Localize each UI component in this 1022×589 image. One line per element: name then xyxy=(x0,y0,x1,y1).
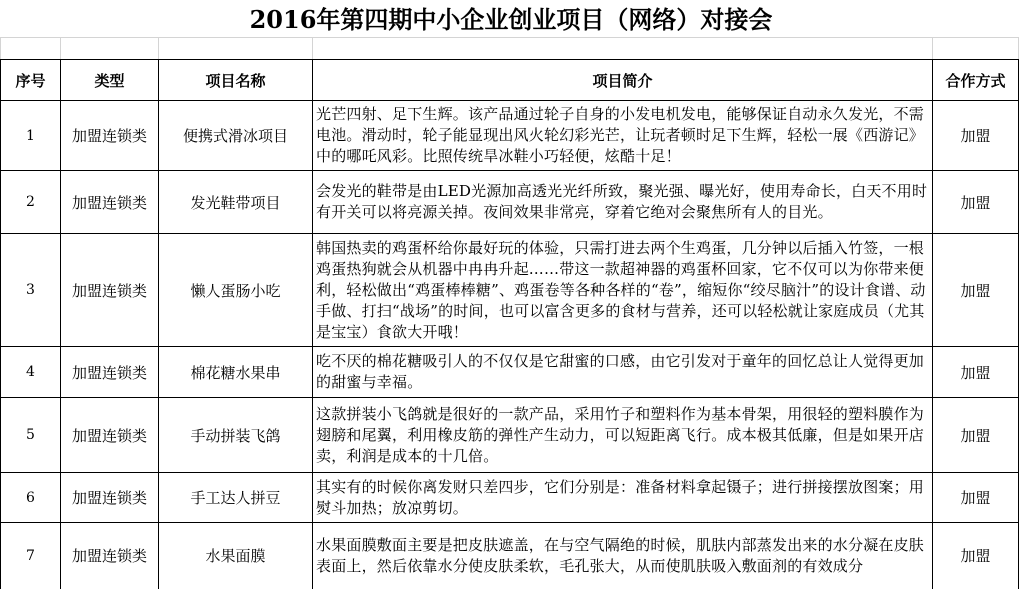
row-index[interactable]: 6 xyxy=(1,473,61,523)
row-intro[interactable]: 水果面膜敷面主要是把皮肤遮盖，在与空气隔绝的时候，肌肤内部蒸发出来的水分凝在皮肤表面上，然后依靠水分使皮肤柔软，毛孔张大，从而使肌肤吸入敷面剂的有效成分 xyxy=(313,523,933,589)
blank-row xyxy=(1,38,1019,60)
row-coop[interactable]: 加盟 xyxy=(933,101,1019,171)
cell[interactable] xyxy=(933,38,1019,60)
row-coop[interactable]: 加盟 xyxy=(933,234,1019,347)
row-name[interactable]: 水果面膜 xyxy=(159,523,313,589)
row-intro[interactable]: 韩国热卖的鸡蛋杯给你最好玩的体验，只需打进去两个生鸡蛋，几分钟以后插入竹签，一根鸡蛋热狗就会从机器中冉冉升起……带这一款超神器的鸡蛋杯回家，它不仅可以为你带来便利，轻松做出“鸡蛋棒棒糖”、鸡蛋卷等各种各样的“卷”，缩短你“绞尽脑汁”的设计食谱、动手做、打扫“战场”的时间，也可以富含更多的食材与营养，还可以轻松就让家庭成员（尤其是宝宝）食欲大开哦！ xyxy=(313,234,933,347)
cell[interactable] xyxy=(159,38,313,60)
table-row xyxy=(1,523,1019,589)
row-intro[interactable]: 吃不厌的棉花糖吸引人的不仅仅是它甜蜜的口感，由它引发对于童年的回忆总让人觉得更加的甜蜜与幸福。 xyxy=(313,347,933,398)
header-coop[interactable]: 合作方式 xyxy=(933,60,1019,101)
row-index[interactable]: 7 xyxy=(1,523,61,589)
row-name[interactable]: 棉花糖水果串 xyxy=(159,347,313,398)
row-coop[interactable]: 加盟 xyxy=(933,347,1019,398)
header-name[interactable]: 项目名称 xyxy=(159,60,313,101)
row-type[interactable]: 加盟连锁类 xyxy=(61,523,159,589)
header-index[interactable]: 序号 xyxy=(1,60,61,101)
row-index[interactable]: 1 xyxy=(1,101,61,171)
row-name[interactable]: 便携式滑冰项目 xyxy=(159,101,313,171)
sheet-title: 2016年第四期中小企业创业项目（网络）对接会 xyxy=(249,5,773,34)
row-intro[interactable]: 会发光的鞋带是由LED光源加高透光光纤所致，聚光强、曝光好，使用寿命长，白天不用时有开关可以将亮源关掉。夜间效果非常亮，穿着它绝对会聚焦所有人的目光。 xyxy=(313,171,933,234)
row-index[interactable]: 3 xyxy=(1,234,61,347)
header-row xyxy=(1,60,1019,101)
cell[interactable] xyxy=(1,38,61,60)
row-coop[interactable]: 加盟 xyxy=(933,473,1019,523)
header-intro[interactable]: 项目简介 xyxy=(313,60,933,101)
table-row xyxy=(1,101,1019,171)
cell[interactable] xyxy=(61,38,159,60)
row-type[interactable]: 加盟连锁类 xyxy=(61,101,159,171)
row-type[interactable]: 加盟连锁类 xyxy=(61,171,159,234)
row-index[interactable]: 4 xyxy=(1,347,61,398)
row-coop[interactable]: 加盟 xyxy=(933,171,1019,234)
row-name[interactable]: 懒人蛋肠小吃 xyxy=(159,234,313,347)
project-table xyxy=(0,37,1019,589)
row-type[interactable]: 加盟连锁类 xyxy=(61,347,159,398)
row-index[interactable]: 5 xyxy=(1,398,61,473)
row-intro[interactable]: 光芒四射、足下生辉。该产品通过轮子自身的小发电机发电，能够保证自动永久发光，不需电池。滑动时，轮子能显现出风火轮幻彩光芒，让玩者顿时足下生辉，轻松一展《西游记》中的哪吒风彩。比照传统旱冰鞋小巧轻便，炫酷十足！ xyxy=(313,101,933,171)
row-intro[interactable]: 其实有的时候你离发财只差四步，它们分别是：准备材料拿起镊子；进行拼接摆放图案；用熨斗加热；放凉剪切。 xyxy=(313,473,933,523)
table-row xyxy=(1,171,1019,234)
cell[interactable] xyxy=(313,38,933,60)
row-type[interactable]: 加盟连锁类 xyxy=(61,473,159,523)
row-name[interactable]: 手动拼装飞鸽 xyxy=(159,398,313,473)
header-type[interactable]: 类型 xyxy=(61,60,159,101)
row-type[interactable]: 加盟连锁类 xyxy=(61,234,159,347)
row-intro[interactable]: 这款拼装小飞鸽就是很好的一款产品，采用竹子和塑料作为基本骨架，用很轻的塑料膜作为翅膀和尾翼，利用橡皮筋的弹性产生动力，可以短距离飞行。成本极其低廉，但是如果开店卖，利润是成本的十几倍。 xyxy=(313,398,933,473)
table-row xyxy=(1,398,1019,473)
table-row xyxy=(1,347,1019,398)
row-coop[interactable]: 加盟 xyxy=(933,398,1019,473)
row-type[interactable]: 加盟连锁类 xyxy=(61,398,159,473)
row-name[interactable]: 手工达人拼豆 xyxy=(159,473,313,523)
row-coop[interactable]: 加盟 xyxy=(933,523,1019,589)
table-row xyxy=(1,473,1019,523)
row-index[interactable]: 2 xyxy=(1,171,61,234)
table-row xyxy=(1,234,1019,347)
row-name[interactable]: 发光鞋带项目 xyxy=(159,171,313,234)
